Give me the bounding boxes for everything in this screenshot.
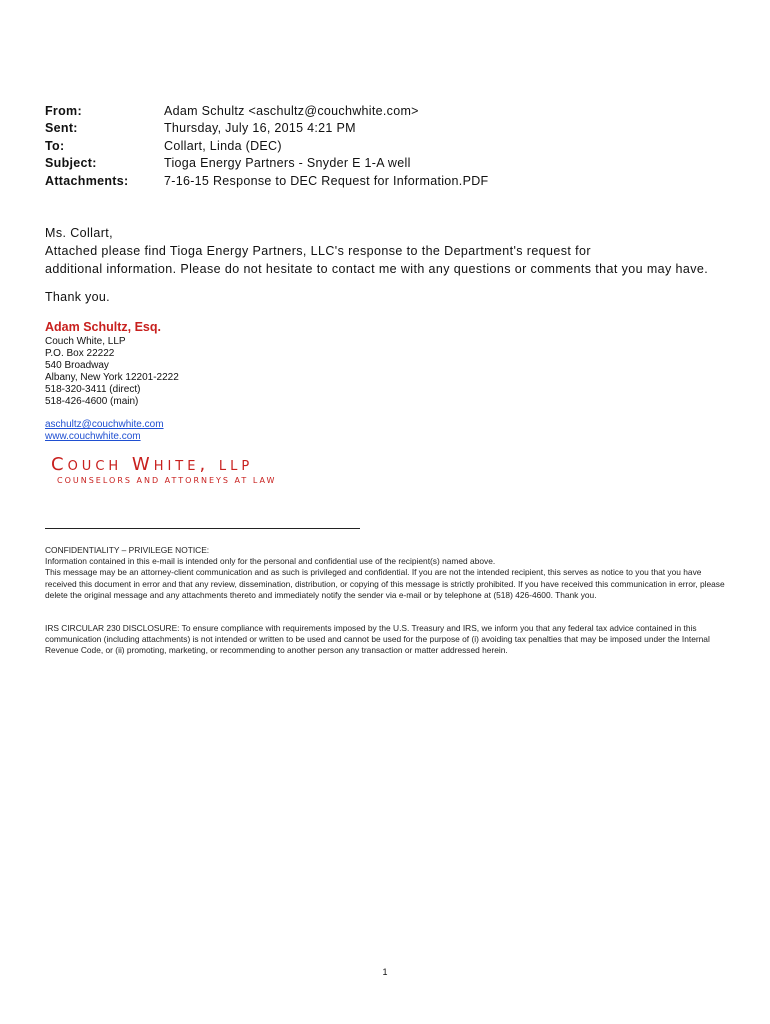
sent-value: Thursday, July 16, 2015 4:21 PM — [164, 121, 356, 136]
signature-firm: Couch White, LLP — [45, 336, 126, 347]
confidentiality-line-1: Information contained in this e-mail is intended only for the personal and confidential use of the recipient(s) named above. — [45, 556, 496, 567]
logo-wordmark: Couch White, llp — [51, 454, 254, 475]
divider-line — [45, 528, 360, 529]
attachments-row — [45, 173, 488, 190]
email-body — [45, 224, 745, 278]
signature-po-box: P.O. Box 22222 — [45, 348, 115, 359]
confidentiality-notice — [45, 545, 725, 601]
closing: Thank you. — [45, 290, 110, 304]
sent-label: Sent: — [45, 121, 78, 136]
body-line-1: Attached please find Tioga Energy Partners, LLC's response to the Department's request for — [45, 244, 591, 258]
signature-name: Adam Schultz, Esq. — [45, 320, 161, 334]
subject-label: Subject: — [45, 156, 97, 171]
signature-phone-main: 518-426-4600 (main) — [45, 396, 139, 407]
website-link[interactable]: www.couchwhite.com — [45, 431, 141, 442]
firm-logo — [51, 454, 276, 485]
sent-row — [45, 120, 488, 137]
body-line-2: additional information. Please do not hesitate to contact me with any questions or comments that you may have. — [45, 262, 709, 276]
irs-text: IRS CIRCULAR 230 DISCLOSURE: To ensure compliance with requirements imposed by the U.S. Treasury and IRS, we inform you that any federal tax advice contained in this communication (including attachments) is not intended or written to be used and cannot be used for the purpose of (i) avoiding tax penalties that may be imposed under the Internal Revenue Code, or (ii) promoting, marketing, or recommending to another person any transaction or matter addressed herein. — [45, 623, 710, 656]
confidentiality-line-2: This message may be an attorney-client communication and as such is privileged and confidential. If you are not the intended recipient, this serves as notice to you that you have received this document in error and that any review, dissemination, distribution, or copying of this message is strictly prohibited. If you have received this communication in error, please delete the original message and any attachments thereto and immediately notify the sender via e-mail or by telephone at (518) 426-4600. Thank you. — [45, 567, 725, 600]
confidentiality-title: CONFIDENTIALITY – PRIVILEGE NOTICE: — [45, 545, 210, 555]
subject-value: Tioga Energy Partners - Snyder E 1-A well — [164, 156, 411, 171]
from-label: From: — [45, 104, 82, 118]
signature-block — [45, 336, 179, 408]
signature-links — [45, 419, 164, 443]
to-row — [45, 138, 488, 155]
email-link[interactable]: aschultz@couchwhite.com — [45, 419, 164, 430]
to-label: To: — [45, 138, 65, 153]
attachments-value[interactable]: 7-16-15 Response to DEC Request for Information.PDF — [164, 173, 489, 188]
subject-row — [45, 155, 488, 172]
from-row — [45, 103, 488, 120]
attachments-label: Attachments: — [45, 173, 129, 188]
signature-city: Albany, New York 12201-2222 — [45, 372, 179, 383]
page-number: 1 — [382, 967, 388, 977]
logo-tagline: COUNSELORS AND ATTORNEYS AT LAW — [57, 476, 277, 485]
from-value: Adam Schultz <aschultz@couchwhite.com> — [164, 104, 419, 118]
irs-disclosure — [45, 623, 725, 657]
email-header — [45, 103, 488, 190]
greeting: Ms. Collart, — [45, 226, 114, 240]
to-value: Collart, Linda (DEC) — [164, 138, 282, 153]
signature-phone-direct: 518-320-3411 (direct) — [45, 384, 141, 395]
signature-street: 540 Broadway — [45, 360, 109, 371]
